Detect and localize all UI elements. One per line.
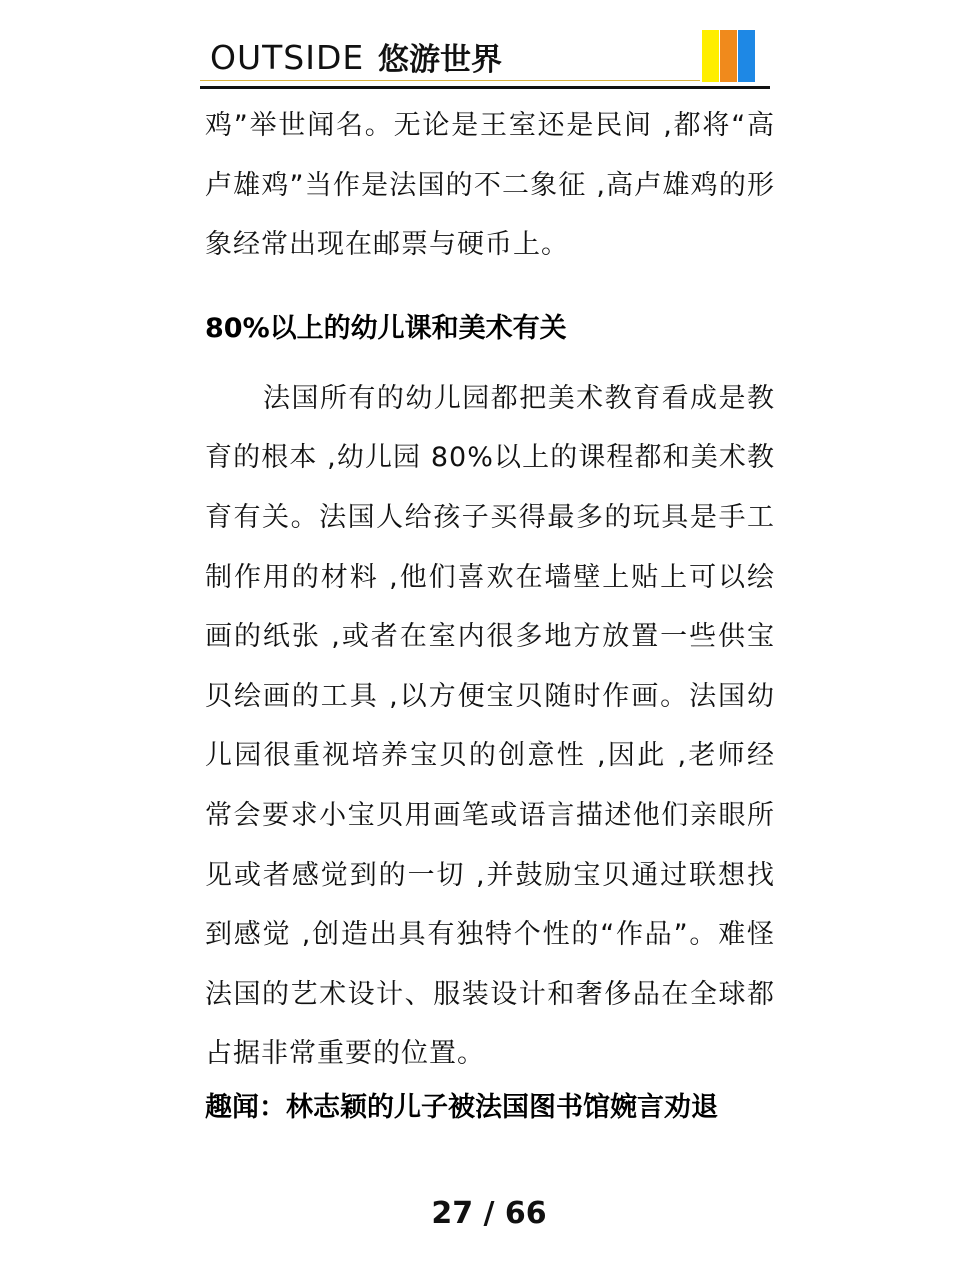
yellow-bar bbox=[702, 30, 719, 82]
brand-name-chinese: 悠游世界 bbox=[378, 42, 502, 78]
header-thin-rule bbox=[200, 80, 700, 81]
blue-bar bbox=[738, 30, 755, 82]
brand-name: OUTSIDE bbox=[210, 38, 365, 77]
section-heading-next: 趣闻：林志颖的儿子被法国图书馆婉言劝退 bbox=[205, 1091, 718, 1123]
paragraph-continued: 鸡”举世闻名。无论是王室还是民间 ,都将“高卢雄鸡”当作是法国的不二象征 ,高卢雄鸡的形象经常出现在邮票与硬币上。 bbox=[205, 110, 775, 261]
page-header bbox=[200, 26, 770, 90]
orange-bar bbox=[720, 30, 737, 82]
section-heading: 80%以上的幼儿课和美术有关 bbox=[205, 312, 567, 344]
color-bars-logo bbox=[702, 30, 756, 82]
paragraph: 法国所有的幼儿园都把美术教育看成是教育的根本 ,幼儿园 80%以上的课程都和美术教育有关。法国人给孩子买得最多的玩具是手工制作用的材料 ,他们喜欢在墙壁上贴上可以绘画的纸张 ,或者在室内很多地方放置一些供宝贝绘画的工具 ,以方便宝贝随时作画。法国幼儿园很重视培养宝贝的创意性 ,因此 ,老师经常会要求小宝贝用画笔或语言描述他们亲眼所见或者感觉到的一切 ,并鼓励宝贝通过联想找到感觉 ,创造出具有独特个性的“作品”。难怪法国的艺术设计、服装设计和奢侈品在全球都占据非常重要的位置。 bbox=[205, 382, 775, 1070]
header-thick-rule bbox=[200, 86, 770, 89]
page-number: 27 / 66 bbox=[431, 1196, 547, 1231]
article-body bbox=[205, 96, 775, 1132]
